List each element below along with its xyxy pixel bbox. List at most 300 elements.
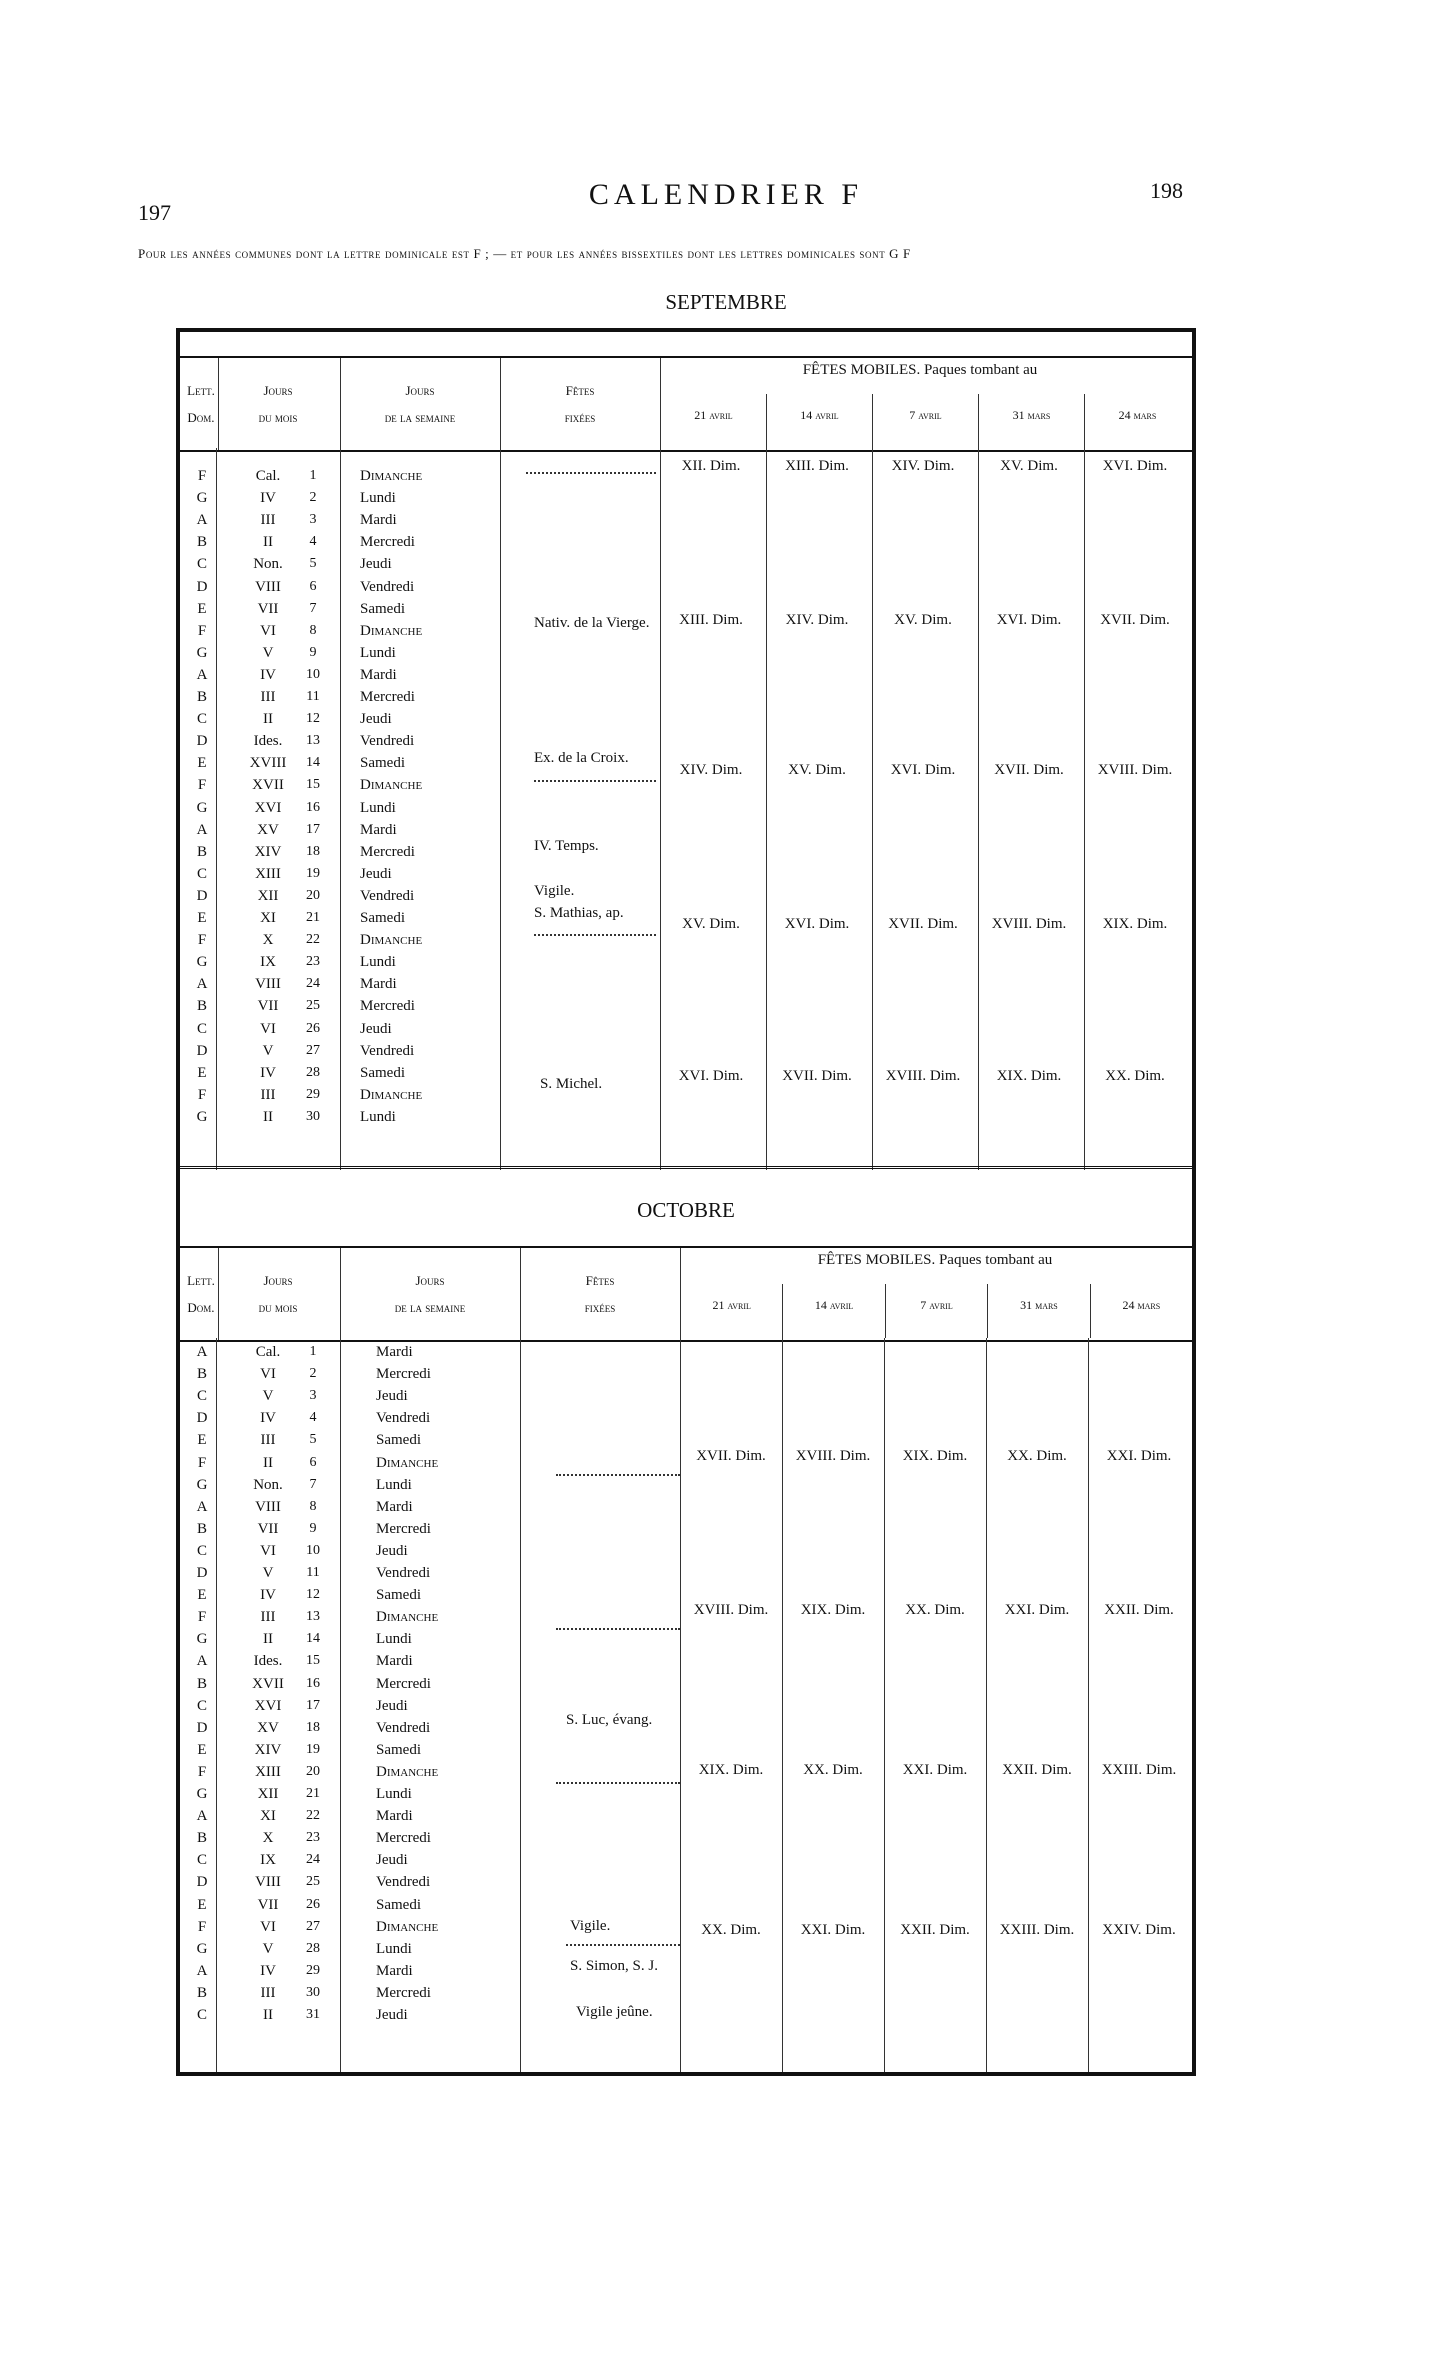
jour-numero-cell: 27 — [306, 1042, 320, 1058]
jour-romain-cell: IV — [260, 1962, 276, 1979]
jour-numero-cell: 30 — [306, 1108, 320, 1124]
table-row — [180, 1963, 1192, 1985]
letter-cell: F — [197, 1086, 207, 1103]
jour-numero-cell: 30 — [306, 1984, 320, 2000]
page-number-left: 197 — [138, 200, 171, 225]
jour-numero-cell: 18 — [306, 843, 320, 859]
fete-quatre-temps: IV. Temps. — [534, 838, 599, 854]
mobile-feast-cell: XXIII. Dim. — [1101, 1762, 1177, 1778]
jour-numero-cell: 10 — [306, 666, 320, 682]
fete-nativite: Nativ. de la Vierge. — [534, 615, 650, 631]
jour-semaine-cell: Mardi — [376, 1962, 413, 1979]
table-row — [180, 1941, 1192, 1963]
jour-semaine-cell: Dimanche — [376, 1763, 439, 1780]
letter-cell: D — [196, 1565, 208, 1581]
jour-numero-cell: 28 — [306, 1064, 320, 1080]
mobile-feast-cell: XVII. Dim. — [1100, 612, 1170, 628]
letter-cell: E — [197, 910, 207, 926]
jour-semaine-cell: Samedi — [360, 600, 405, 617]
page-number-right: 198 — [1150, 178, 1183, 203]
jour-romain-cell: VII — [257, 1896, 279, 1913]
jour-semaine-cell: Mercredi — [376, 1675, 431, 1692]
jour-romain-cell: II — [263, 1631, 273, 1648]
table-row — [180, 1676, 1192, 1698]
header-col-7-avril: 7 avril — [872, 394, 978, 448]
jour-numero-cell: 4 — [309, 534, 317, 550]
mobile-feast-cell: XIII. Dim. — [679, 612, 743, 628]
table-row — [180, 733, 1192, 755]
mobile-feast-cell: XV. Dim. — [788, 762, 846, 778]
jour-semaine-cell: Lundi — [360, 799, 396, 816]
letter-cell: E — [197, 1741, 207, 1758]
jour-romain-cell: VII — [257, 998, 279, 1015]
letter-cell: G — [196, 954, 208, 971]
letter-cell: A — [196, 666, 208, 683]
jour-semaine-cell: Samedi — [376, 1587, 421, 1604]
letter-cell: D — [196, 1874, 208, 1891]
jour-semaine-cell: Mardi — [376, 1808, 413, 1825]
letter-cell: E — [197, 755, 207, 772]
jour-romain-cell: XV — [257, 1719, 279, 1736]
jour-romain-cell: VIII — [255, 1874, 281, 1891]
table-row — [180, 1388, 1192, 1410]
mobile-feast-cell: XXI. Dim. — [1106, 1448, 1172, 1464]
jour-romain-cell: XIV — [254, 843, 282, 860]
jour-romain-cell: XI — [260, 910, 276, 926]
letter-cell: C — [196, 1852, 207, 1869]
jour-semaine-cell: Mercredi — [360, 998, 415, 1015]
mobile-feast-cell: XIII. Dim. — [785, 458, 849, 474]
jour-romain-cell: VI — [260, 622, 276, 639]
letter-cell: A — [196, 512, 208, 529]
mobile-feast-cell: XVIII. Dim. — [693, 1602, 769, 1618]
jour-semaine-cell: Mercredi — [376, 1830, 431, 1847]
table-row — [180, 1477, 1192, 1499]
jour-numero-cell: 23 — [306, 1830, 320, 1846]
jour-romain-cell: V — [262, 644, 274, 661]
jour-numero-cell: 16 — [306, 1675, 320, 1691]
letter-cell: G — [196, 1631, 208, 1648]
header-lettre: Lett. Dom. — [180, 358, 219, 450]
jour-numero-cell: 31 — [306, 2007, 320, 2022]
jour-romain-cell: XIII — [255, 865, 281, 882]
jour-romain-cell: XVIII — [249, 755, 287, 772]
letter-cell: C — [196, 1542, 207, 1559]
jour-semaine-cell: Samedi — [376, 1896, 421, 1913]
jour-semaine-cell: Vendredi — [376, 1565, 431, 1581]
mobile-feast-cell: XXII. Dim. — [900, 1922, 970, 1938]
mobile-feast-cell: XV. Dim. — [682, 916, 740, 932]
jour-romain-cell: III — [260, 1432, 276, 1449]
jour-romain-cell: XVI — [254, 799, 282, 816]
letter-cell: F — [197, 1609, 207, 1626]
jour-semaine-cell: Dimanche — [376, 1609, 439, 1626]
jour-semaine-cell: Dimanche — [360, 622, 423, 639]
table-row — [180, 1698, 1192, 1720]
jour-numero-cell: 9 — [309, 1520, 317, 1536]
letter-cell: G — [196, 799, 208, 816]
mobile-feast-cell: XVII. Dim. — [782, 1068, 852, 1084]
mobile-feast-cell: XIV. Dim. — [785, 612, 849, 628]
jour-semaine-cell: Vendredi — [360, 887, 415, 904]
mobile-feast-cell: XVIII. Dim. — [991, 916, 1067, 932]
jour-romain-cell: IV — [260, 1587, 276, 1604]
mobile-feast-cell: XXI. Dim. — [800, 1922, 866, 1938]
jour-numero-cell: 1 — [309, 468, 317, 483]
header-lettre: Lett. Dom. — [180, 1248, 219, 1340]
letter-cell: C — [196, 2007, 207, 2023]
jour-romain-cell: VI — [260, 1542, 276, 1559]
table-row — [180, 1021, 1192, 1043]
mobile-feast-cell: XIX. Dim. — [800, 1602, 866, 1618]
jour-numero-cell: 3 — [309, 1388, 317, 1404]
mobile-feast-cell: XV. Dim. — [1000, 458, 1058, 474]
table-row — [180, 1043, 1192, 1065]
jour-semaine-cell: Vendredi — [376, 1874, 431, 1891]
mobile-feast-cell: XX. Dim. — [803, 1762, 863, 1778]
jour-semaine-cell: Jeudi — [376, 1542, 408, 1559]
jour-romain-cell: Cal. — [255, 468, 281, 484]
jour-semaine-cell: Dimanche — [376, 1454, 439, 1471]
table-row — [180, 2007, 1192, 2029]
jour-romain-cell: VII — [257, 600, 279, 617]
jour-romain-cell: XII — [257, 1786, 279, 1802]
mobile-feast-cell: XX. Dim. — [701, 1922, 761, 1938]
jour-semaine-cell: Jeudi — [360, 711, 392, 728]
table-row — [180, 1087, 1192, 1109]
octobre-header — [180, 1246, 1192, 1342]
header-mobiles-cols — [660, 394, 1190, 448]
mobile-feast-cell: XVI. Dim. — [890, 762, 956, 778]
jour-romain-cell: III — [260, 1984, 276, 2001]
letter-cell: C — [196, 865, 207, 882]
mobile-feast-cell: XII. Dim. — [681, 458, 741, 474]
jour-romain-cell: III — [260, 689, 276, 705]
jour-romain-cell: X — [262, 932, 274, 949]
table-row — [180, 1366, 1192, 1388]
jour-romain-cell: XIII — [255, 1763, 281, 1780]
octobre-section — [180, 1238, 1192, 2076]
mobile-feast-cell: XIX. Dim. — [996, 1068, 1062, 1084]
mobile-feast-cell: XIV. Dim. — [679, 762, 743, 778]
jour-numero-cell: 28 — [306, 1940, 320, 1956]
table-row — [180, 689, 1192, 711]
letter-cell: D — [196, 578, 208, 595]
table-row — [180, 1874, 1192, 1896]
jour-numero-cell: 15 — [306, 1653, 320, 1669]
jour-semaine-cell: Vendredi — [376, 1719, 431, 1736]
header-col-24-mars: 24 mars — [1090, 1284, 1192, 1338]
jour-numero-cell: 26 — [306, 1896, 320, 1912]
header-fetes: Fêtes fixées — [520, 1248, 681, 1340]
jour-romain-cell: XI — [260, 1808, 276, 1825]
letter-cell: B — [196, 689, 207, 705]
header-jours-semaine: Jours de la semaine — [340, 1248, 521, 1340]
letter-cell: B — [196, 534, 207, 551]
mobile-feast-cell: XVI. Dim. — [784, 916, 850, 932]
jour-romain-cell: Cal. — [255, 1344, 281, 1360]
jour-numero-cell: 5 — [309, 1432, 317, 1448]
jour-romain-cell: VI — [260, 1020, 276, 1037]
jour-numero-cell: 1 — [309, 1344, 317, 1359]
jour-numero-cell: 2 — [309, 1366, 317, 1382]
letter-cell: D — [196, 1042, 208, 1059]
mobile-feast-cell: XIV. Dim. — [891, 458, 955, 474]
letter-cell: F — [197, 777, 207, 794]
table-row — [180, 667, 1192, 689]
letter-cell: C — [196, 556, 207, 573]
table-row — [180, 1410, 1192, 1432]
jour-numero-cell: 24 — [306, 976, 320, 992]
letter-cell: B — [196, 1830, 207, 1847]
letter-cell: E — [197, 600, 207, 617]
jour-numero-cell: 11 — [306, 1565, 320, 1580]
mobile-feast-cell: XVI. Dim. — [1102, 458, 1168, 474]
jour-numero-cell: 13 — [306, 733, 320, 749]
letter-cell: A — [196, 1344, 208, 1360]
month-title-octobre: OCTOBRE — [637, 1198, 735, 1222]
jour-semaine-cell: Mardi — [360, 666, 397, 683]
jour-semaine-cell: Samedi — [376, 1741, 421, 1758]
mobile-feast-cell: XVIII. Dim. — [885, 1068, 961, 1084]
jour-numero-cell: 8 — [309, 622, 317, 638]
jour-romain-cell: VI — [260, 1918, 276, 1935]
table-row — [180, 556, 1192, 578]
jour-numero-cell: 25 — [306, 1874, 320, 1890]
mobile-feast-cell: XXI. Dim. — [1004, 1602, 1070, 1618]
table-row — [180, 645, 1192, 667]
jour-numero-cell: 18 — [306, 1719, 320, 1735]
page-subtitle: Pour les années communes dont la lettre dominicale est F ; — et pour les années bissextiles dont les lettres dominicales sont G F — [138, 246, 911, 261]
table-row — [180, 1852, 1192, 1874]
table-row — [180, 1344, 1192, 1366]
mobile-feast-cell: XVII. Dim. — [994, 762, 1064, 778]
jour-semaine-cell: Mardi — [376, 1498, 413, 1515]
header-col-31-mars: 31 mars — [978, 394, 1084, 448]
letter-cell: A — [196, 1962, 208, 1979]
jour-semaine-cell: Jeudi — [376, 1852, 408, 1869]
jour-romain-cell: XVII — [252, 1675, 284, 1692]
fete-croix: Ex. de la Croix. — [534, 750, 629, 766]
letter-cell: G — [196, 490, 208, 507]
jour-numero-cell: 20 — [306, 887, 320, 903]
month-title-septembre: SEPTEMBRE — [665, 290, 787, 314]
letter-cell: E — [197, 1587, 207, 1604]
jour-numero-cell: 12 — [306, 1587, 320, 1603]
jour-semaine-cell: Mardi — [376, 1344, 413, 1360]
mobile-feast-cell: XX. Dim. — [1105, 1068, 1165, 1084]
jour-romain-cell: VIII — [255, 976, 281, 993]
jour-romain-cell: IV — [260, 1064, 276, 1081]
header-col-14-avril: 14 avril — [782, 1284, 884, 1338]
table-row — [180, 534, 1192, 556]
table-row — [180, 1521, 1192, 1543]
table-row — [180, 800, 1192, 822]
jour-numero-cell: 29 — [306, 1086, 320, 1102]
jour-romain-cell: XII — [257, 887, 279, 904]
jour-semaine-cell: Lundi — [376, 1786, 412, 1802]
letter-cell: E — [197, 1064, 207, 1081]
header-jours-mois: Jours du mois — [216, 1248, 341, 1340]
table-row — [180, 1830, 1192, 1852]
jour-semaine-cell: Mardi — [360, 821, 397, 838]
jour-numero-cell: 7 — [309, 1476, 317, 1492]
jour-numero-cell: 19 — [306, 865, 320, 881]
letter-cell: D — [196, 1719, 208, 1736]
jour-romain-cell: IX — [260, 954, 276, 971]
mobile-feast-cell: XVII. Dim. — [696, 1448, 766, 1464]
letter-cell: F — [197, 1454, 207, 1471]
jour-romain-cell: Ides. — [253, 733, 283, 750]
jour-semaine-cell: Mercredi — [376, 1520, 431, 1537]
mobile-feast-cell: XVII. Dim. — [888, 916, 958, 932]
letter-cell: F — [197, 1763, 207, 1780]
mobile-feast-cell: XIX. Dim. — [1102, 916, 1168, 932]
jour-romain-cell: V — [262, 1940, 274, 1957]
table-row — [180, 1897, 1192, 1919]
jour-numero-cell: 22 — [306, 932, 320, 948]
letter-cell: E — [197, 1896, 207, 1913]
jour-romain-cell: VII — [257, 1520, 279, 1537]
jour-romain-cell: VIII — [255, 578, 281, 595]
jour-semaine-cell: Dimanche — [360, 1086, 423, 1103]
jour-numero-cell: 8 — [309, 1498, 317, 1514]
jour-romain-cell: Non. — [253, 1476, 283, 1493]
table-row — [180, 1720, 1192, 1742]
jour-numero-cell: 25 — [306, 998, 320, 1014]
jour-semaine-cell: Dimanche — [376, 1918, 439, 1935]
mobile-feast-cell: XV. Dim. — [894, 612, 952, 628]
jour-numero-cell: 22 — [306, 1808, 320, 1824]
jour-numero-cell: 20 — [306, 1763, 320, 1779]
jour-romain-cell: XV — [257, 821, 279, 838]
letter-cell: E — [197, 1432, 207, 1449]
mobile-feast-cell: XVIII. Dim. — [795, 1448, 871, 1464]
letter-cell: B — [196, 1366, 207, 1383]
jour-romain-cell: II — [263, 534, 273, 551]
fete-simon: S. Simon, S. J. — [570, 1958, 658, 1974]
jour-semaine-cell: Jeudi — [360, 1020, 392, 1037]
header-fetes-mobiles: FÊTES MOBILES. Paques tombant au — [817, 1252, 1053, 1268]
letter-cell: C — [196, 1697, 207, 1714]
jour-romain-cell: II — [263, 1454, 273, 1471]
table-row — [180, 822, 1192, 844]
mobile-feast-cell: XIX. Dim. — [902, 1448, 968, 1464]
jour-romain-cell: XVII — [252, 777, 284, 794]
jour-romain-cell: VIII — [255, 1498, 281, 1515]
jour-semaine-cell: Lundi — [376, 1476, 412, 1493]
jour-numero-cell: 24 — [306, 1852, 320, 1868]
jour-numero-cell: 15 — [306, 777, 320, 793]
jour-semaine-cell: Samedi — [360, 755, 405, 772]
jour-semaine-cell: Dimanche — [360, 932, 423, 949]
jour-romain-cell: II — [263, 1108, 273, 1125]
jour-romain-cell: III — [260, 512, 276, 529]
jour-romain-cell: XVI — [254, 1697, 282, 1714]
jour-numero-cell: 23 — [306, 954, 320, 970]
jour-semaine-cell: Jeudi — [376, 1697, 408, 1714]
mobile-feast-cell: XVI. Dim. — [996, 612, 1062, 628]
jour-semaine-cell: Samedi — [360, 1064, 405, 1081]
jour-semaine-cell: Jeudi — [360, 865, 392, 882]
jour-numero-cell: 12 — [306, 711, 320, 727]
letter-cell: B — [196, 1675, 207, 1692]
table-row — [180, 866, 1192, 888]
jour-semaine-cell: Mercredi — [376, 1984, 431, 2001]
mobile-feast-cell: XXII. Dim. — [1002, 1762, 1072, 1778]
letter-cell: G — [196, 1108, 208, 1125]
jour-semaine-cell: Vendredi — [360, 578, 415, 595]
jour-numero-cell: 16 — [306, 799, 320, 815]
letter-cell: G — [196, 1786, 208, 1802]
jour-numero-cell: 17 — [306, 821, 320, 837]
jour-semaine-cell: Lundi — [360, 490, 396, 507]
mobile-feast-cell: XXII. Dim. — [1104, 1602, 1174, 1618]
letter-cell: G — [196, 1476, 208, 1493]
jour-semaine-cell: Samedi — [360, 910, 405, 926]
page-title: CALENDRIER F — [588, 178, 864, 211]
jour-semaine-cell: Lundi — [376, 1940, 412, 1957]
jour-numero-cell: 4 — [309, 1410, 317, 1426]
jour-semaine-cell: Lundi — [360, 644, 396, 661]
septembre-section — [180, 332, 1192, 1170]
jour-numero-cell: 9 — [309, 644, 317, 660]
jour-romain-cell: IV — [260, 666, 276, 683]
letter-cell: F — [197, 468, 207, 484]
jour-numero-cell: 6 — [309, 578, 317, 594]
jour-numero-cell: 13 — [306, 1609, 320, 1625]
jour-romain-cell: II — [263, 711, 273, 728]
jour-semaine-cell: Dimanche — [360, 468, 423, 484]
letter-cell: A — [196, 1498, 208, 1515]
jour-semaine-cell: Dimanche — [360, 777, 423, 794]
table-row — [180, 490, 1192, 512]
table-row — [180, 1565, 1192, 1587]
letter-cell: C — [196, 711, 207, 728]
fete-luc: S. Luc, évang. — [566, 1712, 653, 1728]
jour-numero-cell: 7 — [309, 600, 317, 616]
jour-numero-cell: 21 — [306, 1786, 320, 1801]
table-row — [180, 711, 1192, 733]
header-jours-mois: Jours du mois — [216, 358, 341, 450]
jour-romain-cell: III — [260, 1086, 276, 1103]
jour-semaine-cell: Mercredi — [360, 843, 415, 860]
jour-semaine-cell: Mardi — [376, 1653, 413, 1670]
fete-vigile: Vigile. — [534, 883, 575, 899]
jour-numero-cell: 2 — [309, 490, 317, 506]
jour-semaine-cell: Lundi — [360, 954, 396, 971]
table-row — [180, 1985, 1192, 2007]
letter-cell: A — [196, 821, 208, 838]
jour-romain-cell: V — [262, 1565, 274, 1581]
jour-numero-cell: 10 — [306, 1542, 320, 1558]
mobile-feast-cell: XXI. Dim. — [902, 1762, 968, 1778]
letter-cell: D — [196, 733, 208, 750]
letter-cell: F — [197, 622, 207, 639]
fete-michel: S. Michel. — [540, 1076, 603, 1092]
header-col-7-avril: 7 avril — [885, 1284, 987, 1338]
mobile-feast-cell: XIX. Dim. — [698, 1762, 764, 1778]
table-row — [180, 1631, 1192, 1653]
jour-semaine-cell: Mercredi — [376, 1366, 431, 1383]
table-row — [180, 1808, 1192, 1830]
jour-semaine-cell: Vendredi — [376, 1410, 431, 1427]
letter-cell: C — [196, 1020, 207, 1037]
jour-romain-cell: III — [260, 1609, 276, 1626]
table-row — [180, 932, 1192, 954]
jour-romain-cell: V — [262, 1388, 274, 1405]
header-col-21-avril: 21 avril — [660, 394, 766, 448]
